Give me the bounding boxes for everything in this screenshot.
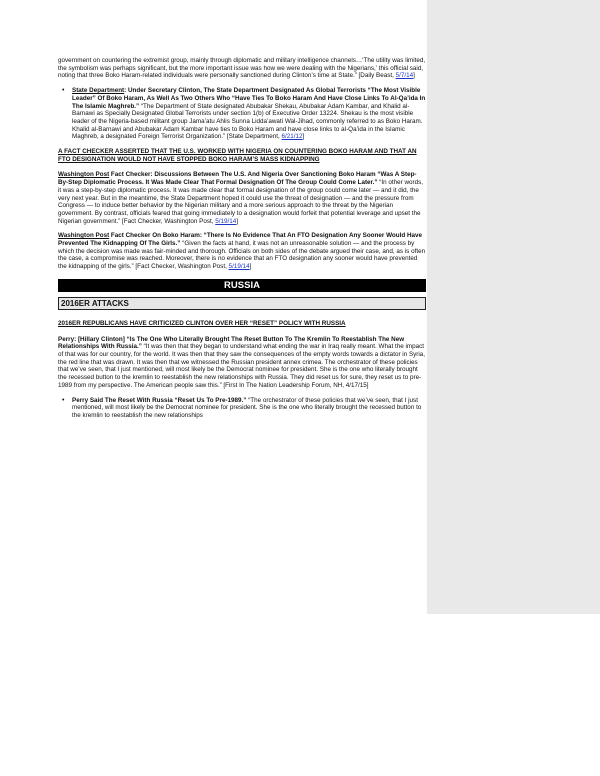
- source-link[interactable]: 6/21/12: [281, 133, 303, 141]
- paragraph-perry: Perry: [Hillary Clinton] “Is The One Who Literally Brought The Reset Button To The Kremlin To Reestablish The New Relationships With Russia.” “It was then that they began to understand what ending the war in Iraq really meant. What the impact of that was for our country, for the world. It was then that they saw the consequences of the empty words towards a dictator in Syria, the red line that was drawn. It was then that we witnessed the Russian president annex crimea. The orchestrator of these policies that we’ve seen, that I just mentioned, will most likely be the Democrat nominee for president. She is the one who literally brought the recessed button to the kremlin to reestablish the new relationships with Russia. They did reset us for sure, they reset us to pre-1989 from my perspective. The American people saw this.” [First In The Nation Leadership Forum, NH, 4/17/15]: [58, 335, 426, 389]
- source-link[interactable]: 5/19/14: [215, 217, 237, 225]
- section-title-bar: RUSSIA: [58, 279, 426, 292]
- paragraph-fact-checker-1: Washington Post Fact Checker: Discussions Between The U.S. And Nigeria Over Sanctioning Boko Haram “Was A Step-By-Step Diplomatic Process. It Was Made Clear That Formal Designation Of The Group Could Come Later.” “In other words, it was a step-by-step diplomatic process. It was made clear that formal designation of the group could come later — and it did, the very next year. But in the meantime, the State Department hoped it could use the threat of designation — and the pressure from Congress — to induce better behavior by the Nigerian military and a more serious approach to the threat by the Nigerian government. By contrast, officials feared that going immediately to a designation would forfeit that potential leverage and upset the Nigerian government.” [Fact Checker, Washington Post, 5/19/14]: [58, 171, 424, 225]
- comment-sidebar: [427, 0, 600, 614]
- section-heading: 2016ER REPUBLICANS HAVE CRITICIZED CLINTON OVER HER “RESET” POLICY WITH RUSSIA: [58, 319, 346, 327]
- source-link[interactable]: 5/7/14: [395, 72, 414, 80]
- document-body: [58, 57, 426, 427]
- section-heading: A FACT CHECKER ASSERTED THAT THE U.S. WORKED WITH NIGERIA ON COUNTERING BOKO HARAM AND THAT AN FTO DESIGNATION WOULD NOT HAVE STOPPED BOKO HARAM’S MASS KIDNAPPING: [58, 148, 417, 163]
- paragraph-fact-checker-2: Washington Post Fact Checker On Boko Haram: “There Is No Evidence That An FTO Designation Any Sooner Would Have Prevented The Kidnapping Of The Girls.” “Given the facts at hand, it was not an unreasonable solution — and the process by which the decision was made was fair-minded and thorough. Officials on both sides of the debate argued their case, and, as is often the case, a compromise was reached. Moreover, there is no evidence that an FTO designation any sooner would have prevented the kidnapping of the girls.” [Fact Checker, Washington Post, 5/19/14]: [58, 232, 426, 271]
- subsection-title-bar: 2016ER ATTACKS: [58, 297, 426, 310]
- bullet-list: [58, 87, 426, 141]
- list-item: • Perry Said The Reset With Russia “Reset Us To Pre-1989.” “The orchestrator of these policies that we’ve seen, that I just mentioned, will most likely be the Democrat nominee for president. She is the one who literally brought the recessed button to the kremlin to reestablish the new relationships: [72, 397, 426, 420]
- bullet-list: [58, 397, 426, 420]
- paragraph-daily-beast: government on countering the extremist group, mainly through diplomatic and military intelligence channels…‘The utility was limited, the symbolism was perhaps significant, but the more important issue was how we were dealing with the Nigerians,’ this official said, noting that three Boko Haram-related individuals were personally sanctioned during Clinton’s time at State.” [Daily Beast, 5/7/14]: [58, 57, 426, 80]
- list-item: • State Department: Under Secretary Clinton, The State Department Designated As Global Terrorists “The Most Visible Leader” Of Boko Haram, As Well As Two Others Who “Have Ties To Boko Haram And Have Close Links To Al-Qa’ida In The Islamic Maghreb.” “The Department of State designated Abubakar Shekau, Abubakar Adam Kambar, and Khalid al-Barnawi as Specially Designated Global Terrorists under section 1(b) of Executive Order 13224. Shekau is the most visible leader of the Nigeria-based militant group Jama’atu Ahlis Sunna Lidda’awati Wal-Jihad, commonly referred to as Boko Haram. Khalid al-Barnawi and Abubakar Adam Kambar have ties to Boko Haram and have close links to al-Qa’ida in the Islamic Maghreb, a designated Foreign Terrorist Organization.” [State Department, 6/21/12]: [72, 87, 426, 141]
- source-link[interactable]: 5/19/14: [228, 263, 250, 271]
